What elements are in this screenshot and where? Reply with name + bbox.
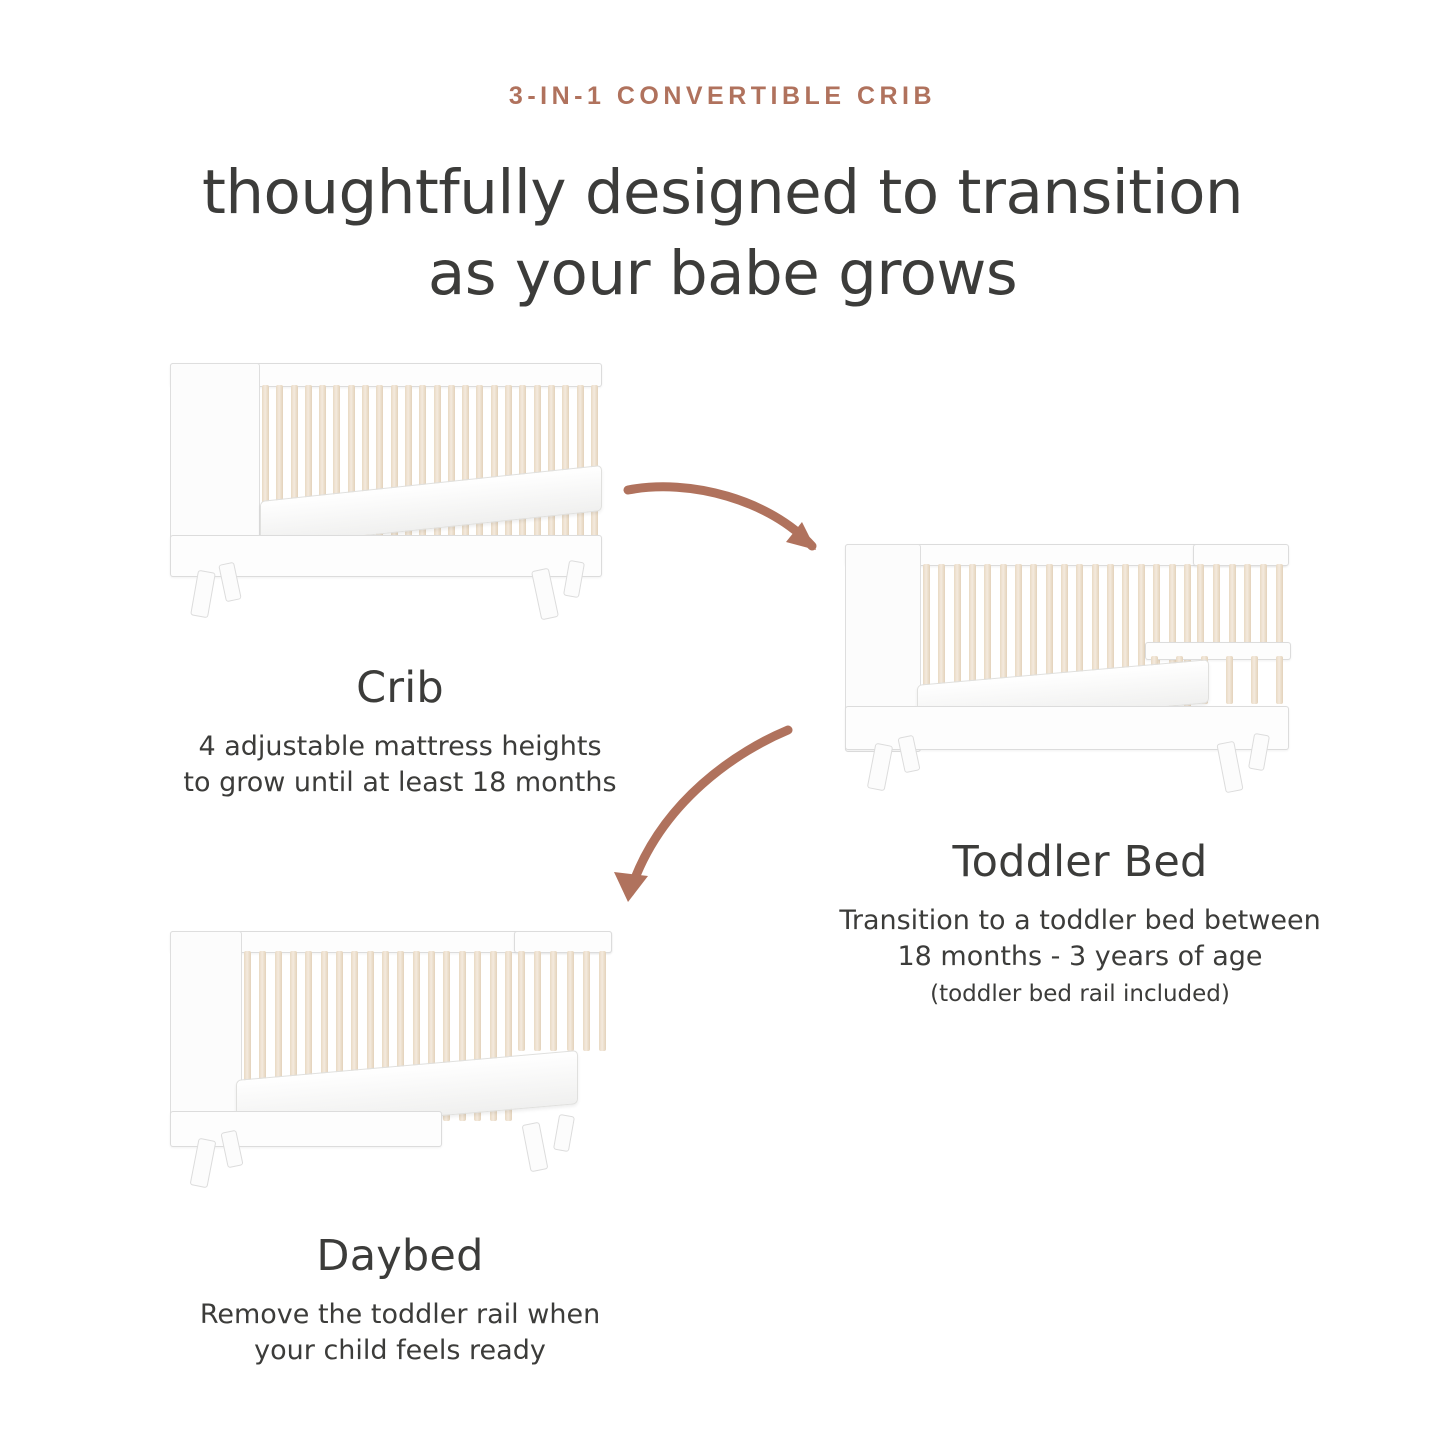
- stage-note-toddler-bed: (toddler bed rail included): [930, 980, 1230, 1007]
- headline-line-2: as your babe grows: [427, 238, 1018, 310]
- stage-title-daybed: Daybed: [316, 1231, 484, 1281]
- stage-crib: [120, 355, 680, 801]
- arrow-toddler-to-daybed-icon: [600, 720, 800, 940]
- eyebrow-label: 3-IN-1 CONVERTIBLE CRIB: [508, 82, 937, 110]
- stage-desc-crib: [120, 729, 680, 801]
- page-title: [0, 152, 1445, 314]
- stage-desc-toddler-line2: 18 months - 3 years of age: [897, 940, 1263, 972]
- stage-daybed: [120, 915, 680, 1369]
- stage-toddler-bed: [800, 530, 1360, 1010]
- toddler-bed-illustration: [800, 530, 1360, 815]
- daybed-illustration: [120, 915, 680, 1205]
- stage-title-toddler-bed: Toddler Bed: [952, 837, 1208, 887]
- stage-desc-daybed: [120, 1297, 680, 1369]
- headline-line-1: thoughtfully designed to transition: [201, 157, 1244, 228]
- stage-desc-crib-line2: to grow until at least 18 months: [183, 766, 617, 798]
- stage-title-crib: Crib: [356, 663, 444, 713]
- stage-desc-daybed-line2: your child feels ready: [254, 1334, 546, 1366]
- stage-desc-toddler-line1: Transition to a toddler bed between: [839, 905, 1321, 936]
- arrow-crib-to-toddler-icon: [620, 470, 850, 590]
- stage-desc-daybed-line1: Remove the toddler rail when: [199, 1299, 601, 1330]
- stage-desc-toddler-bed: [800, 903, 1360, 975]
- crib-illustration: [120, 355, 680, 645]
- stage-desc-crib-line1: 4 adjustable mattress heights: [198, 731, 602, 762]
